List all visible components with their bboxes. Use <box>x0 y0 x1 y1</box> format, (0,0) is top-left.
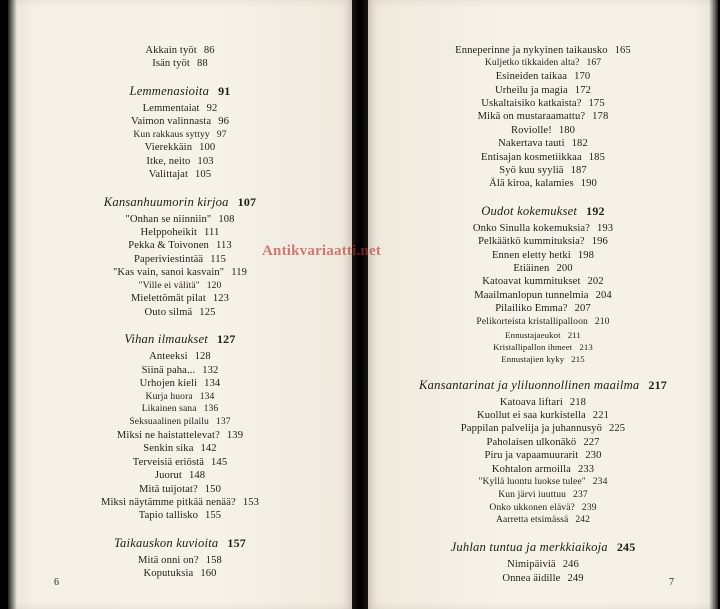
toc-entry-page: 190 <box>580 178 597 190</box>
toc-entry-page: 180 <box>558 124 576 136</box>
toc-entry-title: Urhojen kieli <box>139 378 198 390</box>
toc-entry-title: Seksuaalinen pilailu <box>129 416 209 428</box>
toc-entry <box>368 572 718 585</box>
toc-entry-title: "Onhan se niinniin" <box>125 213 212 225</box>
toc-entry-page: 210 <box>594 315 610 327</box>
toc-entry-title: Anteeksi <box>149 351 188 363</box>
toc-entry-page: 165 <box>614 45 631 56</box>
toc-entry-page: 96 <box>218 116 230 128</box>
toc-entry <box>8 44 352 57</box>
toc-entry-title: Juorut <box>154 470 182 482</box>
toc-entry <box>368 235 718 248</box>
toc-entry-title: Taikauskon kuvioita <box>113 535 219 550</box>
toc-entry-title: Kun järvi iuuttuu <box>498 488 567 500</box>
toc-entry-title: Kohtalon armoilla <box>491 463 571 475</box>
toc-entry-title: Urheilu ja magia <box>495 84 568 96</box>
toc-entry-page: 175 <box>588 98 605 110</box>
toc-entry-page: 120 <box>206 279 222 291</box>
toc-entry-title: Pekka & Toivonen <box>128 240 209 252</box>
toc-entry-page: 213 <box>579 341 593 352</box>
watermark-antikvariaatti: Antikvariaatti.net <box>262 243 382 259</box>
toc-entry-title: "Kyllä luontu luokse tulee" <box>478 475 586 487</box>
toc-entry-title: Pelkäätkö kummituksia? <box>478 236 585 248</box>
table-of-contents-left <box>8 44 352 581</box>
toc-entry <box>368 124 718 137</box>
toc-entry <box>8 377 352 390</box>
toc-entry-title: Piru ja vapaamuurarit <box>484 450 579 462</box>
toc-entry-page: 125 <box>199 306 216 318</box>
toc-entry-page: 127 <box>216 332 236 347</box>
toc-entry <box>8 403 352 416</box>
toc-entry <box>8 306 352 319</box>
toc-entry-page: 193 <box>596 222 614 234</box>
toc-entry <box>8 213 352 226</box>
toc-entry <box>8 226 352 239</box>
toc-entry-page: 92 <box>206 102 218 114</box>
toc-entry-page: 136 <box>203 403 219 415</box>
toc-entry-page: 196 <box>591 236 608 248</box>
toc-entry-title: Juhlan tuntua ja merkkiaikoja <box>450 540 608 555</box>
toc-entry <box>368 463 718 476</box>
toc-entry-page: 167 <box>586 57 602 69</box>
toc-entry <box>8 554 352 567</box>
toc-entry-page: 202 <box>587 276 604 288</box>
toc-entry-title: Maailmanlopun tunnelmia <box>474 289 589 301</box>
toc-entry-page: 148 <box>188 470 206 482</box>
toc-entry-title: Paholaisen ulkonäkö <box>486 436 577 448</box>
toc-entry <box>8 442 352 455</box>
toc-entry-title: Mitä onni on? <box>138 554 199 566</box>
toc-entry-page: 237 <box>573 488 588 500</box>
toc-entry-page: 185 <box>588 151 605 163</box>
toc-entry-page: 105 <box>195 169 212 181</box>
toc-entry-page: 88 <box>196 58 208 70</box>
toc-entry-title: Mitä tuijotat? <box>139 483 198 495</box>
toc-entry <box>368 316 718 329</box>
toc-entry <box>368 396 718 409</box>
toc-entry <box>368 514 718 527</box>
toc-entry-title: Miksi ne haistattelevat? <box>116 429 220 441</box>
toc-entry-title: Kuollut ei saa kurkistella <box>476 409 586 421</box>
toc-section-entry <box>368 377 718 393</box>
toc-entry-title: Roviolle! <box>510 124 552 136</box>
toc-entry-page: 86 <box>203 45 215 56</box>
toc-entry <box>368 302 718 315</box>
toc-entry <box>8 115 352 128</box>
toc-entry <box>8 456 352 469</box>
toc-entry-title: Nakertava tauti <box>498 138 565 150</box>
toc-entry-title: Kurja huora <box>145 390 193 402</box>
toc-entry <box>368 353 718 365</box>
toc-entry-title: Siinä paha... <box>141 364 196 376</box>
toc-entry-page: 103 <box>197 155 214 167</box>
toc-entry <box>8 364 352 377</box>
toc-entry <box>368 70 718 83</box>
toc-entry <box>8 155 352 168</box>
toc-entry <box>368 275 718 288</box>
toc-entry-page: 221 <box>592 409 609 421</box>
toc-entry <box>368 249 718 262</box>
toc-entry-title: Terveisiä eriöstä <box>132 456 205 468</box>
toc-entry-title: Kansanhuumorin kirjoa <box>103 194 229 209</box>
toc-entry <box>368 57 718 70</box>
toc-entry-title: Katoava liftari <box>499 396 563 408</box>
toc-entry <box>368 558 718 571</box>
toc-entry <box>8 416 352 429</box>
toc-entry <box>368 489 718 502</box>
toc-entry-title: Esineiden taikaa <box>495 71 568 83</box>
toc-entry-page: 204 <box>595 289 612 301</box>
toc-entry-title: Kuljetko tikkaiden alta? <box>484 57 580 69</box>
toc-entry-page: 246 <box>562 559 579 571</box>
toc-entry-title: Onnea äidille <box>502 572 561 584</box>
toc-entry-title: Mikä on mustaraamattu? <box>477 111 586 123</box>
toc-entry-title: Vierekkäin <box>144 142 193 154</box>
toc-entry-page: 215 <box>571 353 585 364</box>
toc-entry-page: 107 <box>237 194 257 209</box>
toc-entry-page: 158 <box>205 554 222 566</box>
toc-entry-page: 91 <box>218 83 231 98</box>
toc-entry-title: Kansantarinat ja yliluonnollinen maailma <box>419 377 640 392</box>
toc-entry-page: 142 <box>200 443 217 455</box>
toc-entry-title: Itke, neito <box>146 155 191 167</box>
toc-entry-page: 172 <box>574 84 591 96</box>
toc-entry-title: Pelikorteista kristallipalloon <box>476 315 588 327</box>
toc-entry <box>368 44 718 57</box>
toc-entry-title: Etiäinen <box>513 263 550 275</box>
book-gutter <box>352 0 368 609</box>
toc-entry-page: 113 <box>215 240 232 252</box>
toc-entry-page: 97 <box>216 128 227 140</box>
toc-entry-page: 233 <box>577 463 595 475</box>
toc-entry-page: 178 <box>592 111 609 123</box>
toc-entry-page: 108 <box>218 213 235 225</box>
toc-entry-title: Entisajan kosmetiikkaa <box>481 151 582 163</box>
toc-entry-title: Mielettömät pilat <box>130 293 206 305</box>
folio-right: 7 <box>669 577 674 588</box>
toc-entry-title: Enneperinne ja nykyinen taikausko <box>455 45 608 56</box>
toc-entry <box>8 266 352 279</box>
toc-entry-page: 182 <box>571 138 588 150</box>
toc-entry-title: Uskaltaisiko katkaista? <box>481 98 582 110</box>
toc-entry-page: 218 <box>569 396 587 408</box>
toc-section-entry <box>8 194 352 210</box>
toc-entry-title: Ennustajaeukot <box>505 329 561 340</box>
toc-entry <box>8 57 352 70</box>
toc-entry <box>368 84 718 97</box>
toc-entry-page: 139 <box>226 429 244 441</box>
toc-entry <box>8 350 352 363</box>
toc-entry <box>368 436 718 449</box>
toc-entry-title: Senkin sika <box>143 443 194 455</box>
toc-entry-title: "Kas vain, sanoi kasvain" <box>113 267 225 279</box>
toc-entry <box>368 289 718 302</box>
toc-entry <box>368 262 718 275</box>
toc-entry-page: 234 <box>592 475 608 487</box>
toc-entry-page: 242 <box>575 514 591 526</box>
toc-section-entry <box>368 539 718 555</box>
toc-entry <box>8 168 352 181</box>
toc-entry-title: Outo silmä <box>144 306 193 318</box>
toc-entry-title: Likainen sana <box>141 403 197 415</box>
toc-entry-page: 128 <box>194 351 211 363</box>
toc-entry-title: Onko ukkonen elävä? <box>489 501 575 513</box>
toc-entry <box>368 177 718 190</box>
toc-entry-page: 207 <box>574 303 591 315</box>
toc-entry-title: Syö kuu syyliä <box>499 165 564 177</box>
toc-entry-title: Aarretta etsimässä <box>495 514 569 526</box>
toc-entry <box>8 391 352 404</box>
toc-entry <box>8 483 352 496</box>
toc-entry-page: 153 <box>242 496 260 508</box>
toc-entry <box>8 292 352 305</box>
toc-entry-title: Vihan ilmaukset <box>124 332 208 347</box>
toc-entry-title: Pappilan palvelija ja juhannusyö <box>460 423 602 435</box>
toc-entry <box>368 422 718 435</box>
toc-entry-title: Koputuksia <box>143 568 194 580</box>
toc-entry-title: Miksi näytämme pitkää nenää? <box>100 496 236 508</box>
toc-entry <box>8 429 352 442</box>
toc-entry-page: 145 <box>211 456 228 468</box>
toc-entry <box>8 129 352 142</box>
toc-entry-page: 198 <box>577 249 595 261</box>
toc-entry-page: 119 <box>231 267 247 279</box>
toc-entry <box>8 509 352 522</box>
toc-entry <box>368 449 718 462</box>
toc-entry <box>8 496 352 509</box>
toc-entry <box>368 222 718 235</box>
toc-entry-title: Oudot kokemukset <box>481 203 578 218</box>
toc-entry-page: 160 <box>200 568 217 580</box>
toc-entry-page: 111 <box>204 227 220 239</box>
toc-entry-page: 115 <box>210 253 227 265</box>
toc-entry-page: 230 <box>585 450 602 462</box>
toc-entry-page: 249 <box>567 572 584 584</box>
toc-entry-title: Katoavat kummitukset <box>482 276 581 288</box>
toc-entry-page: 227 <box>583 436 600 448</box>
toc-entry <box>368 151 718 164</box>
toc-entry <box>8 280 352 293</box>
table-of-contents-right <box>368 44 718 585</box>
toc-entry <box>368 502 718 515</box>
toc-entry-title: Lemmentaiat <box>142 102 200 114</box>
toc-entry-page: 217 <box>648 377 667 392</box>
toc-section-entry <box>8 331 352 347</box>
toc-entry <box>368 110 718 123</box>
toc-entry-page: 100 <box>199 142 216 154</box>
toc-entry-page: 225 <box>608 423 626 435</box>
toc-entry-title: Ennustajien kyky <box>501 353 565 364</box>
toc-entry <box>8 469 352 482</box>
toc-entry-title: Vaimon valinnasta <box>130 116 212 128</box>
toc-entry-title: Tapio tallisko <box>138 510 198 522</box>
toc-entry <box>8 141 352 154</box>
toc-entry <box>368 476 718 489</box>
toc-entry <box>368 409 718 422</box>
page-left <box>8 0 352 609</box>
toc-entry-page: 137 <box>215 416 231 428</box>
toc-entry-page: 200 <box>556 263 573 275</box>
toc-entry-page: 170 <box>574 71 591 83</box>
toc-entry-page: 123 <box>212 293 230 305</box>
toc-section-entry <box>8 535 352 551</box>
toc-entry-page: 187 <box>570 165 587 177</box>
toc-entry <box>368 329 718 341</box>
toc-entry <box>368 137 718 150</box>
toc-entry-title: Helppoheikit <box>140 227 198 239</box>
toc-entry <box>8 239 352 252</box>
toc-entry <box>8 567 352 580</box>
toc-section-entry <box>8 83 352 99</box>
toc-entry <box>8 253 352 266</box>
toc-entry-title: Onko Sinulla kokemuksia? <box>472 222 590 234</box>
toc-entry-page: 134 <box>204 378 221 390</box>
toc-entry-page: 245 <box>616 540 636 555</box>
toc-entry-page: 155 <box>205 510 222 522</box>
toc-entry-title: Pilailiko Emma? <box>495 303 568 315</box>
toc-entry-page: 134 <box>199 390 215 402</box>
folio-left: 6 <box>54 577 59 588</box>
toc-entry <box>368 164 718 177</box>
toc-entry <box>368 97 718 110</box>
toc-section-entry <box>368 203 718 219</box>
toc-entry-page: 157 <box>227 535 247 550</box>
toc-entry-title: Kristallipallon ihmeet <box>493 341 573 352</box>
toc-entry-page: 150 <box>204 483 221 495</box>
toc-entry-page: 132 <box>202 364 219 376</box>
toc-entry-page: 211 <box>567 329 581 340</box>
toc-entry-title: Lemmenasioita <box>129 83 210 98</box>
toc-entry-title: Akkain työt <box>145 45 197 56</box>
toc-entry-title: Älä kiroa, kalamies <box>489 178 574 190</box>
toc-entry <box>8 102 352 115</box>
toc-entry-title: Nimipäiviä <box>507 559 556 571</box>
toc-entry-title: Paperiviestintää <box>133 253 204 265</box>
toc-entry-page: 239 <box>581 501 597 513</box>
toc-entry-title: Valittajat <box>148 169 189 181</box>
toc-entry-title: Isän työt <box>152 58 190 70</box>
toc-entry-page: 192 <box>586 203 605 218</box>
toc-entry-title: "Ville ei välitä" <box>138 279 200 291</box>
toc-entry-title: Kun rakkaus syttyy <box>133 128 210 140</box>
toc-entry <box>368 341 718 353</box>
toc-entry-title: Ennen eletty hetki <box>491 249 571 261</box>
page-right <box>368 0 718 609</box>
